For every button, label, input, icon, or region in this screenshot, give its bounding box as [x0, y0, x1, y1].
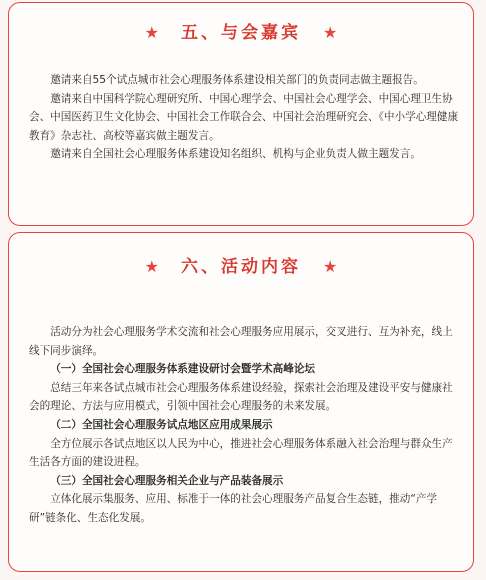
subsection-heading: （一）全国社会心理服务体系建设研讨会暨学术高峰论坛 [50, 363, 316, 376]
section-heading [9, 23, 473, 43]
star-icon: ★ [144, 257, 159, 276]
star-icon: ★ [144, 23, 159, 42]
paragraph: 总结三年来各试点城市社会心理服务体系建设经验，探索社会治理及建设平安与健康社会的理论、方法与应用模式，引领中国社会心理服务的未来发展。 [29, 381, 453, 413]
paragraph: 邀请来自中国科学院心理研究所、中国心理学会、中国社会心理学会、中国心理卫生协会、中国医药卫生文化协会、中国社会工作联合会、中国社会治理研究会、《中小学心理健康教育》杂志社、高校等嘉宾做主题发言。 [29, 92, 459, 142]
star-icon: ★ [323, 23, 338, 42]
section-card-activities [8, 232, 474, 572]
section-title: 五、与会嘉宾 [181, 23, 301, 43]
paragraph: 立体化展示集服务、应用、标准于一体的社会心理服务产品复合生态链，推动“产学研”链条化、生态化发展。 [29, 493, 438, 524]
subsection-heading: （二）全国社会心理服务试点地区应用成果展示 [50, 418, 273, 431]
section-card-guests [8, 2, 474, 226]
paragraph: 邀请来自55个试点城市社会心理服务体系建设相关部门的负责同志做主题报告。 [50, 74, 424, 86]
star-icon: ★ [323, 257, 338, 276]
intro-paragraph: 活动分为社会心理服务学术交流和社会心理服务应用展示，交叉进行、互为补充，线上线下同步演绎。 [29, 326, 453, 357]
paragraph: 邀请来自全国社会心理服务体系建设知名组织、机构与企业负责人做主题发言。 [50, 148, 421, 161]
section-title: 六、活动内容 [181, 257, 301, 277]
section-body [29, 323, 459, 528]
paragraph: 全方位展示各试点地区以人民为中心，推进社会心理服务体系融入社会治理与群众生产生活各方面的建设进程。 [29, 437, 453, 469]
section-body [29, 71, 459, 164]
section-heading [9, 257, 473, 277]
subsection-heading: （三）全国社会心理服务相关企业与产品装备展示 [50, 474, 284, 487]
